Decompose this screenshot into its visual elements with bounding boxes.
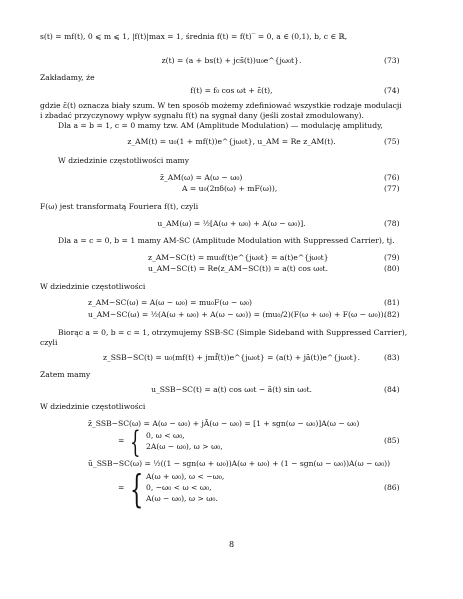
eq-number-79: (79) — [384, 253, 400, 262]
text-noise-a: gdzie ε̃(t) oznacza biały szum. W ten sposób możemy zdefiniować wszystkie rodzaje modulacji — [40, 101, 402, 110]
equation-74: f(t) = f₀ cos ωt + ε̃(t), — [190, 86, 273, 95]
equation-76: z̃_AM(ω) = A(ω − ω₀) — [160, 173, 243, 182]
equation-85a: z̃_SSB−SC(ω) = A(ω − ω₀) + jÃ(ω − ω₀) = [1 + sgn(ω − ω₀)]A(ω − ω₀) — [88, 419, 360, 428]
text-freq-domain-2: W dziedzinie częstotliwości — [40, 282, 146, 291]
text-therefore: Zatem mamy — [40, 370, 91, 379]
text-ssb-czyli: czyli — [40, 338, 58, 347]
text-ssb-intro: Biorąc a = 0, b = c = 1, otrzymujemy SSB-SC (Simple Sideband with Suppressed Carrier), — [58, 328, 408, 337]
equation-77: A = u₀(2πδ(ω) + mF(ω)), — [182, 184, 278, 193]
left-brace: { — [130, 467, 144, 511]
equals-sign: = — [118, 483, 125, 492]
intro-line: s(t) = mf(t), 0 ⩽ m ⩽ 1, |f(t)|max = 1, średnia f(t) = f(t)‾ = 0, a ∈ (0,1), b, c ∈ ℝ, — [40, 32, 348, 41]
text-freq-domain-1: W dziedzinie częstotliwości mamy — [58, 156, 189, 165]
equation-86a: ũ_SSB−SC(ω) = ½((1 − sgn(ω + ω₀))A(ω + ω₀) + (1 − sgn(ω − ω₀))A(ω − ω₀)) — [88, 459, 391, 468]
eq-number-73: (73) — [384, 56, 400, 65]
page-number: 8 — [228, 540, 235, 549]
equation-82: u_AM−SC(ω) = ½(A(ω + ω₀) + A(ω − ω₀)) = (mu₀/2)(F(ω + ω₀) + F(ω − ω₀)). — [88, 310, 386, 319]
equation-83: z_SSB−SC(t) = u₀(mf(t) + jmf̃(t))e^{jω₀t} = (a(t) + jã(t))e^{jω₀t}. — [103, 353, 360, 362]
equation-84: u_SSB−SC(t) = a(t) cos ω₀t − ã(t) sin ω₀t. — [151, 385, 312, 394]
equals-sign: = — [118, 436, 125, 445]
eq-number-75: (75) — [384, 137, 400, 146]
text-am-sc-intro: Dla a = c = 0, b = 1 mamy AM-SC (Amplitude Modulation with Suppressed Carrier), tj. — [58, 236, 395, 245]
equation-73: z(t) = (a + bs(t) + jcs̃(t))u₀e^{jω₀t}. — [161, 56, 302, 65]
equation-75: z_AM(t) = u₀(1 + mf(t))e^{jω₀t}, u_AM = Re z_AM(t). — [127, 137, 336, 146]
equation-86b-case1: A(ω + ω₀), ω < −ω₀, — [146, 472, 225, 481]
eq-number-84: (84) — [384, 385, 400, 394]
eq-number-76: (76) — [384, 173, 400, 182]
text-assume: Zakładamy, że — [40, 73, 95, 82]
eq-number-80: (80) — [384, 264, 400, 273]
text-am-intro: Dla a = b = 1, c = 0 mamy tzw. AM (Amplitude Modulation) — modulację amplitudy, — [58, 121, 383, 130]
equation-80: u_AM−SC(t) = Re(z_AM−SC(t)) = a(t) cos ω₀t. — [148, 264, 328, 273]
equation-85b-case2: 2A(ω − ω₀), ω > ω₀, — [146, 442, 223, 451]
eq-number-86: (86) — [384, 483, 400, 492]
eq-number-83: (83) — [384, 353, 400, 362]
eq-number-77: (77) — [384, 184, 400, 193]
eq-number-85: (85) — [384, 436, 400, 445]
equation-86b-case3: A(ω − ω₀), ω > ω₀. — [146, 494, 218, 503]
text-noise-b: i zbadać przyczynowy wpływ sygnału f(t) na sygnał dany (jeśli został zmodulowany). — [40, 111, 364, 120]
eq-number-74: (74) — [384, 86, 400, 95]
equation-78: u_AM(ω) = ½[A(ω + ω₀) + A(ω − ω₀)]. — [157, 219, 306, 228]
text-fourier: F(ω) jest transformatą Fouriera f(t), czyli — [40, 202, 199, 211]
left-brace: { — [130, 425, 141, 460]
eq-number-81: (81) — [384, 298, 400, 307]
equation-85b-case1: 0, ω < ω₀, — [146, 431, 185, 440]
equation-81: z_AM−SC(ω) = A(ω − ω₀) = mu₀F(ω − ω₀) — [88, 298, 252, 307]
equation-79: z_AM−SC(t) = mu₀f(t)e^{jω₀t} = a(t)e^{jω₀t} — [148, 253, 329, 262]
eq-number-78: (78) — [384, 219, 400, 228]
equation-86b-case2: 0, −ω₀ < ω < ω₀, — [146, 483, 212, 492]
eq-number-82: (82) — [384, 310, 400, 319]
text-freq-domain-3: W dziedzinie częstotliwości — [40, 402, 146, 411]
